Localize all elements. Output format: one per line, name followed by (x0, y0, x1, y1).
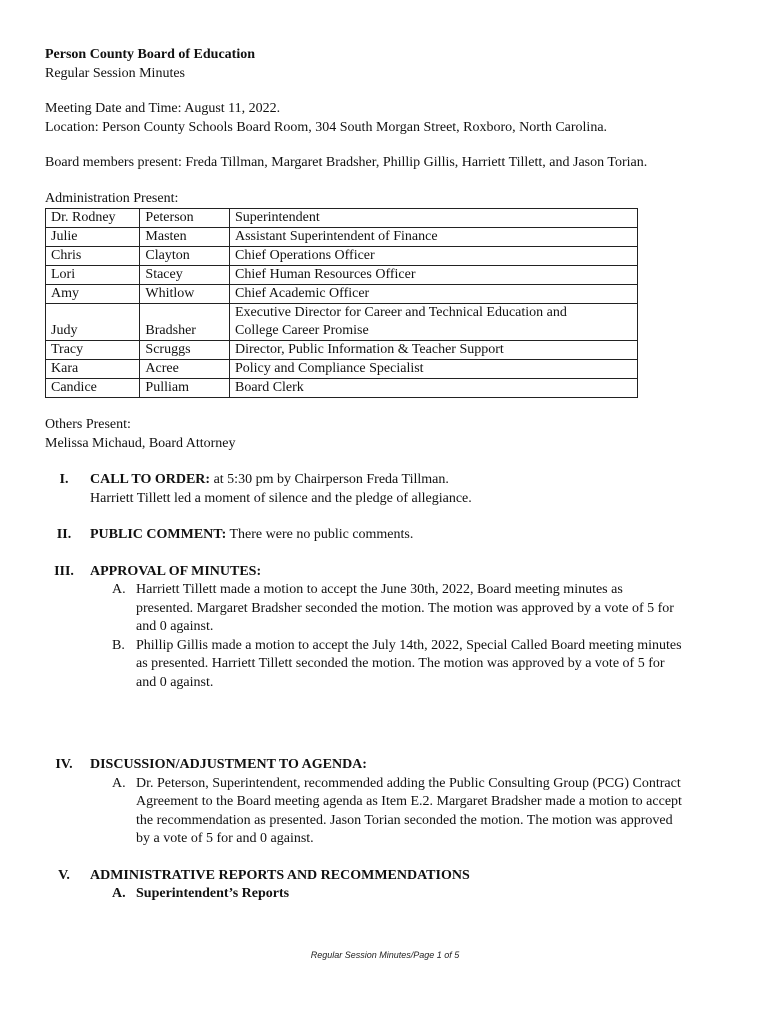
last-name-cell: Stacey (140, 266, 230, 285)
others-heading: Others Present: (45, 417, 131, 432)
section-call-to-order (45, 471, 735, 508)
section-heading: PUBLIC COMMENT: (90, 527, 227, 542)
item-text: Dr. Peterson, Superintendent, recommended adding the Public Consulting Group (PCG) Contract (136, 775, 681, 791)
title-cell (229, 304, 637, 341)
title-cell: Chief Operations Officer (229, 247, 637, 266)
title-cell: Superintendent (229, 209, 637, 228)
minutes-page (45, 46, 735, 904)
meeting-date: Meeting Date and Time: August 11, 2022. (45, 101, 281, 116)
first-name-cell: Julie (46, 228, 140, 247)
item-text: and 0 against. (136, 619, 214, 634)
section-heading: ADMINISTRATIVE REPORTS AND RECOMMENDATIONS (90, 867, 470, 883)
item-text: Agreement to the Board meeting agenda as Item E.2. Margaret Bradsher made a motion to accept (136, 794, 682, 809)
subsection-heading: Superintendent’s Reports (136, 886, 290, 901)
section-heading: APPROVAL OF MINUTES: (90, 563, 262, 579)
last-name-cell: Peterson (140, 209, 230, 228)
item-letter: B. (112, 637, 125, 653)
meeting-location: Location: Person County Schools Board Room, 304 South Morgan Street, Roxboro, North Carolina. (45, 119, 608, 135)
title-cell: Board Clerk (229, 379, 637, 398)
title-cell: Chief Academic Officer (229, 285, 637, 304)
title-line: Executive Director for Career and Technical Education and (234, 305, 567, 320)
section-discussion-agenda (45, 756, 735, 849)
table-row (46, 266, 638, 285)
list-item (90, 637, 735, 693)
section-numeral: III. (54, 563, 74, 579)
table-row (46, 247, 638, 266)
item-text: by a vote of 5 for and 0 against. (136, 831, 314, 846)
list-item (90, 581, 735, 637)
section-text: Harriett Tillett led a moment of silence and the pledge of allegiance. (90, 490, 472, 506)
section-numeral: I. (59, 472, 69, 487)
section-heading: DISCUSSION/ADJUSTMENT TO AGENDA: (90, 757, 367, 772)
item-letter: A. (112, 886, 126, 901)
title-cell: Policy and Compliance Specialist (229, 360, 637, 379)
section-administrative-reports (45, 867, 735, 904)
table-row (46, 285, 638, 304)
board-members-present: Board members present: Freda Tillman, Margaret Bradsher, Phillip Gillis, Harriett Tillett, and Jason Torian. (45, 155, 648, 170)
administration-table (45, 208, 638, 398)
first-name-cell: Lori (46, 266, 140, 285)
doc-type: Regular Session Minutes (45, 65, 185, 81)
first-name-cell: Dr. Rodney (46, 209, 140, 228)
section-text: at 5:30 pm by Chairperson Freda Tillman. (210, 472, 449, 487)
title-cell: Director, Public Information & Teacher Support (229, 341, 637, 360)
list-item (90, 775, 735, 849)
last-name-cell: Acree (140, 360, 230, 379)
item-text: Phillip Gillis made a motion to accept the July 14th, 2022, Special Called Board meeting minutes (136, 637, 682, 653)
list-item (90, 885, 735, 904)
section-approval-of-minutes (45, 563, 735, 693)
first-name-cell: Candice (46, 379, 140, 398)
last-name-cell: Clayton (140, 247, 230, 266)
item-text: the recommendation as presented. Jason Torian seconded the motion. The motion was approved (136, 812, 673, 828)
item-text: Harriett Tillett made a motion to accept the June 30th, 2022, Board meeting minutes as (136, 582, 623, 597)
first-name-cell: Amy (46, 285, 140, 304)
last-name-cell: Scruggs (140, 341, 230, 360)
item-text: presented. Margaret Bradsher seconded the motion. The motion was approved by a vote of 5 for (136, 600, 674, 616)
administration-heading: Administration Present: (45, 190, 179, 206)
item-letter: A. (112, 582, 126, 597)
table-row (46, 360, 638, 379)
table-row (46, 304, 638, 341)
table-row (46, 379, 638, 398)
last-name-cell: Masten (140, 228, 230, 247)
section-heading: CALL TO ORDER: (90, 472, 211, 487)
page-footer: Regular Session Minutes/Page 1 of 5 (310, 950, 460, 960)
title-line: College Career Promise (234, 323, 369, 338)
title-cell: Assistant Superintendent of Finance (229, 228, 637, 247)
table-row (46, 228, 638, 247)
section-numeral: II. (56, 527, 72, 542)
section-text: There were no public comments. (226, 527, 414, 542)
last-name-cell: Whitlow (140, 285, 230, 304)
table-row (46, 209, 638, 228)
item-text: and 0 against. (136, 674, 214, 690)
last-name-cell: Pulliam (140, 379, 230, 398)
section-public-comment (45, 526, 735, 545)
item-letter: A. (112, 775, 126, 791)
item-text: as presented. Harriett Tillett seconded the motion. The motion was approved by a vote of 5 for (136, 656, 665, 671)
first-name-cell: Judy (46, 304, 140, 341)
table-row (46, 341, 638, 360)
section-numeral: V. (58, 867, 70, 883)
org-title: Person County Board of Education (45, 47, 256, 62)
last-name-cell: Bradsher (140, 304, 230, 341)
section-numeral: IV. (55, 757, 73, 772)
title-cell: Chief Human Resources Officer (229, 266, 637, 285)
others-line: Melissa Michaud, Board Attorney (45, 435, 236, 451)
first-name-cell: Tracy (46, 341, 140, 360)
first-name-cell: Chris (46, 247, 140, 266)
first-name-cell: Kara (46, 360, 140, 379)
